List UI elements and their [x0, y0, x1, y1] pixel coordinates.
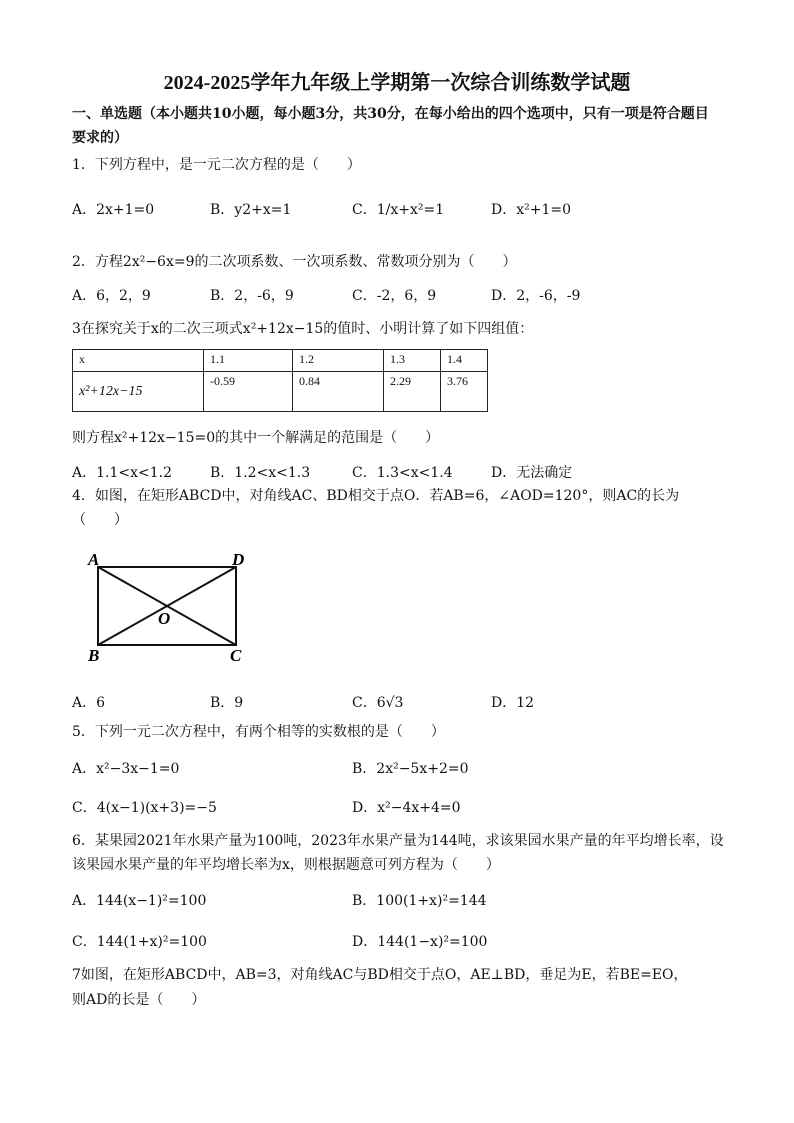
label-c: C [230, 646, 242, 665]
q1-option-a: A．2x+1=0 [72, 202, 155, 218]
q1-option-b: B．y2+x=1 [210, 202, 292, 218]
table-cell: 2.29 [384, 372, 441, 412]
q2-option-d: D．2，-6，-9 [491, 288, 581, 304]
table-cell: 1.2 [293, 350, 384, 372]
table-cell: -0.59 [204, 372, 293, 412]
page-title: 2024-2025学年九年级上学期第一次综合训练数学试题 [163, 72, 631, 94]
q4-option-d: D．12 [491, 695, 535, 711]
table-cell: 0.84 [293, 372, 384, 412]
q4-option-b: B．9 [210, 695, 244, 711]
q3-option-c: C．1.3<x<1.4 [352, 465, 453, 481]
q4-option-a: A．6 [72, 695, 106, 711]
q6-option-b: B．100(1+x)²=144 [352, 893, 487, 909]
section-heading: 一、单选题（本小题共10小题，每小题3分，共30分，在每小给出的四个选项中，只有一项是符合题目 [72, 106, 709, 122]
q6-option-a: A．144(x−1)²=100 [72, 893, 207, 909]
table-cell: 1.1 [204, 350, 293, 372]
q1-option-c: C．1/x+x²=1 [352, 202, 445, 218]
q7-stem-2: 则AD的长是（ ） [72, 992, 206, 1008]
q5-option-d: D．x²−4x+4=0 [352, 800, 461, 816]
table-cell: x [73, 350, 204, 372]
q3-stem: 3在探究关于x的二次三项式x²+12x−15的值时、小明计算了如下四组值： [72, 321, 534, 337]
table-cell: x²+12x−15 [73, 372, 204, 412]
q3-option-d: D．无法确定 [491, 465, 573, 481]
q5-option-c: C．4(x−1)(x+3)=−5 [72, 800, 217, 816]
q5-stem: 5．下列一元二次方程中，有两个相等的实数根的是（ ） [72, 724, 445, 740]
label-b: B [88, 646, 100, 665]
q4-stem-cont: （ ） [72, 512, 128, 528]
q5-option-a: A．x²−3x−1=0 [72, 761, 180, 777]
q3-option-b: B．1.2<x<1.3 [210, 465, 311, 481]
table-cell: 1.3 [384, 350, 441, 372]
q6-option-c: C．144(1+x)²=100 [72, 934, 207, 950]
q2-stem: 2．方程2x²−6x=9的二次项系数、一次项系数、常数项分别为（ ） [72, 254, 517, 270]
q4-stem: 4．如图，在矩形ABCD中，对角线AC、BD相交于点O．若AB=6，∠AOD=120°，则AC的长为 [72, 488, 680, 504]
label-a: A [88, 550, 100, 569]
q2-option-a: A．6，2，9 [72, 288, 151, 304]
q5-option-b: B．2x²−5x+2=0 [352, 761, 469, 777]
q6-option-d: D．144(1−x)²=100 [352, 934, 488, 950]
table-cell: 3.76 [441, 372, 488, 412]
table-cell: 1.4 [441, 350, 488, 372]
q2-option-b: B．2，-6，9 [210, 288, 294, 304]
value-table [72, 349, 488, 412]
q6-stem-2: 该果园水果产量的年平均增长率为x，则根据题意可列方程为（ ） [72, 857, 500, 873]
q4-option-c: C．6√3 [352, 695, 404, 711]
rectangle-figure [80, 545, 260, 665]
q1-stem: 1．下列方程中，是一元二次方程的是（ ） [72, 157, 361, 173]
q3-option-a: A．1.1<x<1.2 [72, 465, 172, 481]
table-row [73, 350, 488, 372]
q1-option-d: D．x²+1=0 [491, 202, 572, 218]
label-d: D [232, 550, 245, 569]
section-heading-cont: 要求的） [72, 130, 128, 146]
table-row [73, 372, 488, 412]
q6-stem: 6．某果园2021年水果产量为100吨，2023年水果产量为144吨，求该果园水果产量的年平均增长率，设 [72, 833, 724, 849]
label-o: O [158, 609, 171, 628]
q2-option-c: C．-2，6，9 [352, 288, 437, 304]
q7-stem: 7如图，在矩形ABCD中，AB=3，对角线AC与BD相交于点O，AE⊥BD，垂足为E，若BE=EO， [72, 967, 688, 983]
q3-stem-2: 则方程x²+12x−15=0的其中一个解满足的范围是（ ） [72, 430, 440, 446]
